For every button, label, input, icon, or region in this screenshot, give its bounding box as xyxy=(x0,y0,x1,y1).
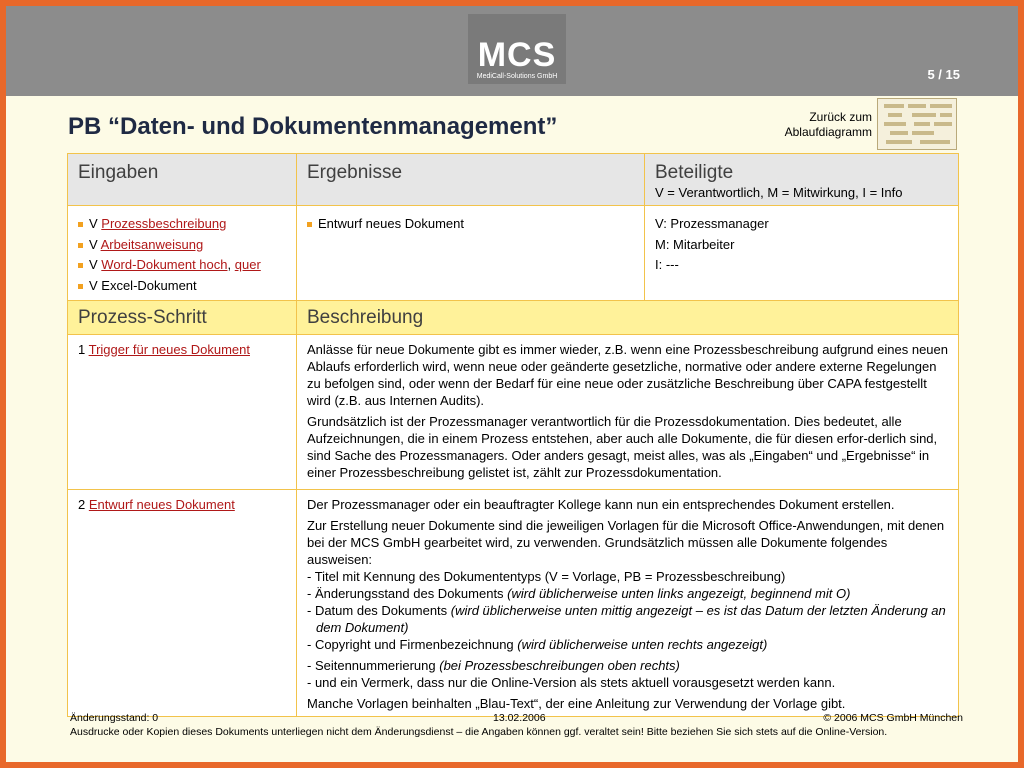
logo-text: MCS xyxy=(477,36,557,74)
header-inputs xyxy=(68,154,297,206)
header-process-step xyxy=(68,301,297,335)
process-table xyxy=(67,153,959,717)
step-2-paragraph-3: Manche Vorlagen beinhalten „Blau-Text“, der eine Anleitung zur Verwendung der Vorlage gibt. xyxy=(307,696,846,711)
participants-cell xyxy=(645,206,959,301)
list-item: Entwurf neues Dokument xyxy=(307,214,634,235)
list-item: V: Prozessmanager xyxy=(655,216,769,231)
header-bar xyxy=(6,6,1018,96)
bullet-icon xyxy=(78,284,83,289)
footer xyxy=(70,711,963,739)
inputs-label: Eingaben xyxy=(78,162,159,183)
page-number: 5 / 15 xyxy=(927,67,960,82)
logo-subtitle: MediCall-Solutions GmbH xyxy=(476,73,558,80)
step-1-cell: 1 Trigger für neues Dokument xyxy=(68,335,297,490)
step-1-paragraph-1: Anlässe für neue Dokumente gibt es immer wieder, z.B. wenn eine Prozessbeschreibung aufgrund eines neuen Ablaufs erforderlich wird, wenn neue oder geänderte gesetzliche, normative oder andere externe Regelungen zu befolgen sind, oder wenn der Bedarf für eine neue oder zusätzliche Beschreibung über CAPA festgestellt wird (z.B. aus Internen Audits). xyxy=(307,342,948,408)
list-item: - und ein Vermerk, dass nur die Online-Version als stets aktuell vorausgesetzt werden kann. xyxy=(307,675,836,690)
list-item: V Word-Dokument hoch, quer xyxy=(78,255,286,276)
revision-status: Änderungsstand: 0 xyxy=(70,712,159,724)
participants-label: Beteiligte xyxy=(655,162,734,183)
link-entwurf-neues-dokument[interactable]: Entwurf neues Dokument xyxy=(88,497,235,512)
list-item: M: Mitarbeiter xyxy=(655,236,735,252)
list-item: V Excel-Dokument xyxy=(78,276,286,297)
back-link-line2: Ablaufdiagramm xyxy=(784,125,872,139)
link-arbeitsanweisung[interactable]: Arbeitsanweisung xyxy=(100,236,204,252)
list-item: - Datum des Dokuments (wird üblicherweise unten mittig angezeigt – es ist das Datum der letzten Änderung an dem Dokument) xyxy=(307,603,946,635)
inputs-cell xyxy=(68,206,297,301)
copyright: © 2006 MCS GmbH München xyxy=(823,712,963,724)
document-date: 13.02.2006 xyxy=(493,712,546,724)
bullet-icon xyxy=(78,263,83,268)
step-2-paragraph-1: Der Prozessmanager oder ein beauftragter Kollege kann nun ein entsprechendes Dokument erstellen. xyxy=(307,497,895,512)
header-description xyxy=(297,301,959,335)
results-cell xyxy=(297,206,645,301)
mcs-logo xyxy=(468,14,566,84)
list-item: - Seitennummerierung (bei Prozessbeschreibungen oben rechts) xyxy=(307,658,680,673)
link-quer[interactable]: quer xyxy=(234,257,261,272)
list-item: - Änderungsstand des Dokuments (wird üblicherweise unten links angezeigt, beginnend mit O) xyxy=(307,586,851,601)
description-label: Beschreibung xyxy=(307,307,424,328)
step-1-description xyxy=(297,335,959,490)
disclaimer: Ausdrucke oder Kopien dieses Dokuments unterliegen nicht dem Änderungsdienst – die Angaben können ggf. veraltet sein! Bitte beziehen Sie sich stets auf die Online-Version. xyxy=(70,726,888,738)
bullet-icon xyxy=(78,222,83,227)
list-item: V Arbeitsanweisung xyxy=(78,235,286,256)
page-title: PB “Daten- und Dokumentenmanagement” xyxy=(68,113,558,140)
process-step-label: Prozess-Schritt xyxy=(78,307,207,328)
step-2-cell: 2 Entwurf neues Dokument xyxy=(68,490,297,717)
link-trigger-neues-dokument[interactable]: Trigger für neues Dokument xyxy=(88,342,250,357)
back-link-line1: Zurück zum xyxy=(809,110,872,124)
step-2-paragraph-2: Zur Erstellung neuer Dokumente sind die jeweiligen Vorlagen für die Microsoft Office-Anwendungen, mit denen bei der MCS GmbH gearbeitet wird, zu verwenden. Grundsätzlich müssen alle Dokumente folgendes ausweisen: xyxy=(307,518,945,567)
list-item: - Copyright und Firmenbezeichnung (wird üblicherweise unten rechts angezeigt) xyxy=(307,637,768,652)
link-word-dokument-hoch[interactable]: Word-Dokument hoch xyxy=(101,257,228,272)
header-participants xyxy=(645,154,959,206)
flowchart-thumbnail[interactable] xyxy=(877,98,957,150)
header-results xyxy=(297,154,645,206)
participants-legend: V = Verantwortlich, M = Mitwirkung, I = Info xyxy=(655,185,903,200)
list-item: I: --- xyxy=(655,257,679,272)
link-prozessbeschreibung[interactable]: Prozessbeschreibung xyxy=(101,216,227,231)
step-1-paragraph-2: Grundsätzlich ist der Prozessmanager verantwortlich für die Prozessdokumentation. Dies bedeutet, alle Aufzeichnungen, die in einem Prozess entstehen, aber auch alle Dokumente, die für diesen erfor-derlich sind, sind Sache des Prozessmanagers. Oder anders gesagt, meist alles, was als „Eingaben“ und „Ergebnisse“ in einer Prozessbeschreibung gelistet ist, zählt zur Prozessdokumentation. xyxy=(307,414,938,480)
back-to-flowchart-link[interactable] xyxy=(760,110,872,140)
list-item: - Titel mit Kennung des Dokumententyps (V = Vorlage, PB = Prozessbeschreibung) xyxy=(307,569,786,584)
list-item: V Prozessbeschreibung xyxy=(78,214,286,235)
bullet-icon xyxy=(307,222,312,227)
results-label: Ergebnisse xyxy=(307,162,403,183)
bullet-icon xyxy=(78,243,83,248)
step-2-description xyxy=(297,490,959,717)
